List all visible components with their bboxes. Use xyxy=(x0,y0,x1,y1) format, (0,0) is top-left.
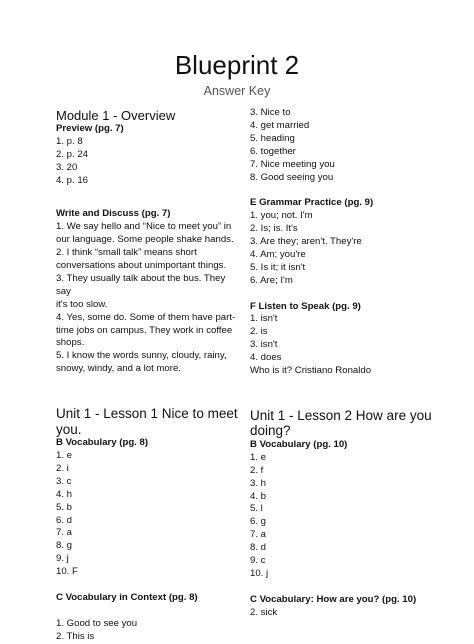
vocab2-item: 3. h xyxy=(250,477,267,489)
vocab-item: 6. d xyxy=(56,514,73,526)
context-item: 8. Good seeing you xyxy=(250,171,334,183)
write-discuss-line: 2. I think “small talk” means short xyxy=(56,247,197,259)
grammar-item: 4. Am; you're xyxy=(250,248,306,260)
grammar-item: 1. you; not. I'm xyxy=(250,210,313,222)
preview-item: 2. p. 24 xyxy=(56,148,89,160)
preview-item: 1. p. 8 xyxy=(56,135,83,147)
vocab-item: 3. c xyxy=(56,475,72,487)
write-discuss-line: snowy, windy, and a lot more. xyxy=(56,363,181,375)
vocab2-item: 7. a xyxy=(250,529,267,541)
write-discuss-line: it's too slow. xyxy=(56,298,108,310)
vocab-item: 1. e xyxy=(56,450,73,461)
write-discuss-line: our language. Some people shake hands. xyxy=(56,234,234,246)
preview-item: 4. p. 16 xyxy=(56,174,89,186)
listen-item: Who is it? Cristiano Ronaldo xyxy=(250,365,372,377)
vocab2-heading: B Vocabulary (pg. 10) xyxy=(250,438,348,450)
vocab2-item: 6. g xyxy=(250,516,267,528)
page-title: Blueprint 2 xyxy=(174,50,300,80)
vocab2-item: 4. b xyxy=(250,490,267,502)
vocab-context-item: 1. Good to see you xyxy=(56,617,138,629)
lesson2-heading: Unit 1 - Lesson 2 How are you xyxy=(250,407,432,423)
write-discuss-heading: Write and Discuss (pg. 7) xyxy=(56,208,171,220)
context-item: 5. heading xyxy=(250,132,295,144)
vocab2-item: 2. f xyxy=(250,464,264,476)
write-discuss-line: 3. They usually talk about the bus. They say xyxy=(56,272,226,297)
vocab-context-heading: C Vocabulary in Context (pg. 8) xyxy=(56,591,198,603)
context-item: 4. get married xyxy=(250,119,310,131)
vocab-how-item: 2. sick xyxy=(250,606,278,618)
listen-heading: F Listen to Speak (pg. 9) xyxy=(250,300,361,312)
write-discuss-line: shops. xyxy=(56,337,85,349)
write-discuss-line: 1. We say hello and “Nice to meet you” in xyxy=(56,221,232,233)
lesson1-heading: you. xyxy=(56,421,82,437)
grammar-item: 3. Are they; aren't. They're xyxy=(250,236,362,248)
context-item: 7. Nice meeting you xyxy=(250,158,335,170)
write-discuss-line: 5. I know the words sunny, cloudy, rainy, xyxy=(56,350,227,362)
grammar-heading: E Grammar Practice (pg. 9) xyxy=(250,197,374,209)
lesson1-heading: Unit 1 - Lesson 1 Nice to meet xyxy=(56,406,238,422)
listen-item: 2. is xyxy=(250,326,268,338)
vocab-item: 2. i xyxy=(56,462,69,474)
left-column xyxy=(56,108,242,644)
context-item: 6. together xyxy=(250,145,296,157)
vocab-how-heading: C Vocabulary: How are you? (pg. 10) xyxy=(250,593,417,605)
vocab-item: 7. a xyxy=(56,527,73,539)
vocab-item: 10. F xyxy=(56,566,78,578)
preview-heading: Preview (pg. 7) xyxy=(56,123,124,134)
vocab-context-item: 2. This is xyxy=(56,630,95,642)
write-discuss-line: 4. Yes, some do. Some of them have part- xyxy=(56,311,236,323)
grammar-item: 5. Is it; it isn't xyxy=(250,261,306,273)
context-item: 3. Nice to xyxy=(250,107,291,118)
vocab-item: 5. b xyxy=(56,501,73,513)
listen-item: 4. does xyxy=(250,352,282,364)
module-heading: Module 1 - Overview xyxy=(56,108,176,123)
listen-item: 1. isn't xyxy=(250,313,278,325)
lesson2-heading: doing? xyxy=(250,423,291,439)
vocab2-item: 9. c xyxy=(250,555,266,567)
page-subtitle: Answer Key xyxy=(203,84,271,98)
vocab2-item: 10. j xyxy=(250,567,269,579)
vocab-item: 8. g xyxy=(56,540,73,552)
listen-item: 3. isn't xyxy=(250,339,278,351)
grammar-item: 2. Is; is. It's xyxy=(250,223,298,235)
right-column xyxy=(250,107,436,620)
write-discuss-line: time jobs on campus. They work in coffee xyxy=(56,324,233,336)
vocab2-item: 8. d xyxy=(250,542,267,554)
vocab2-item: 1. e xyxy=(250,451,267,463)
grammar-item: 6. Are; I'm xyxy=(250,274,293,286)
write-discuss-line: conversations about unimportant things. xyxy=(56,260,227,272)
vocab2-item: 5. l xyxy=(250,503,263,515)
preview-item: 3. 20 xyxy=(56,161,78,173)
vocab-item: 9. j xyxy=(56,553,69,565)
vocab-heading: B Vocabulary (pg. 8) xyxy=(56,437,149,449)
vocab-item: 4. h xyxy=(56,488,73,500)
